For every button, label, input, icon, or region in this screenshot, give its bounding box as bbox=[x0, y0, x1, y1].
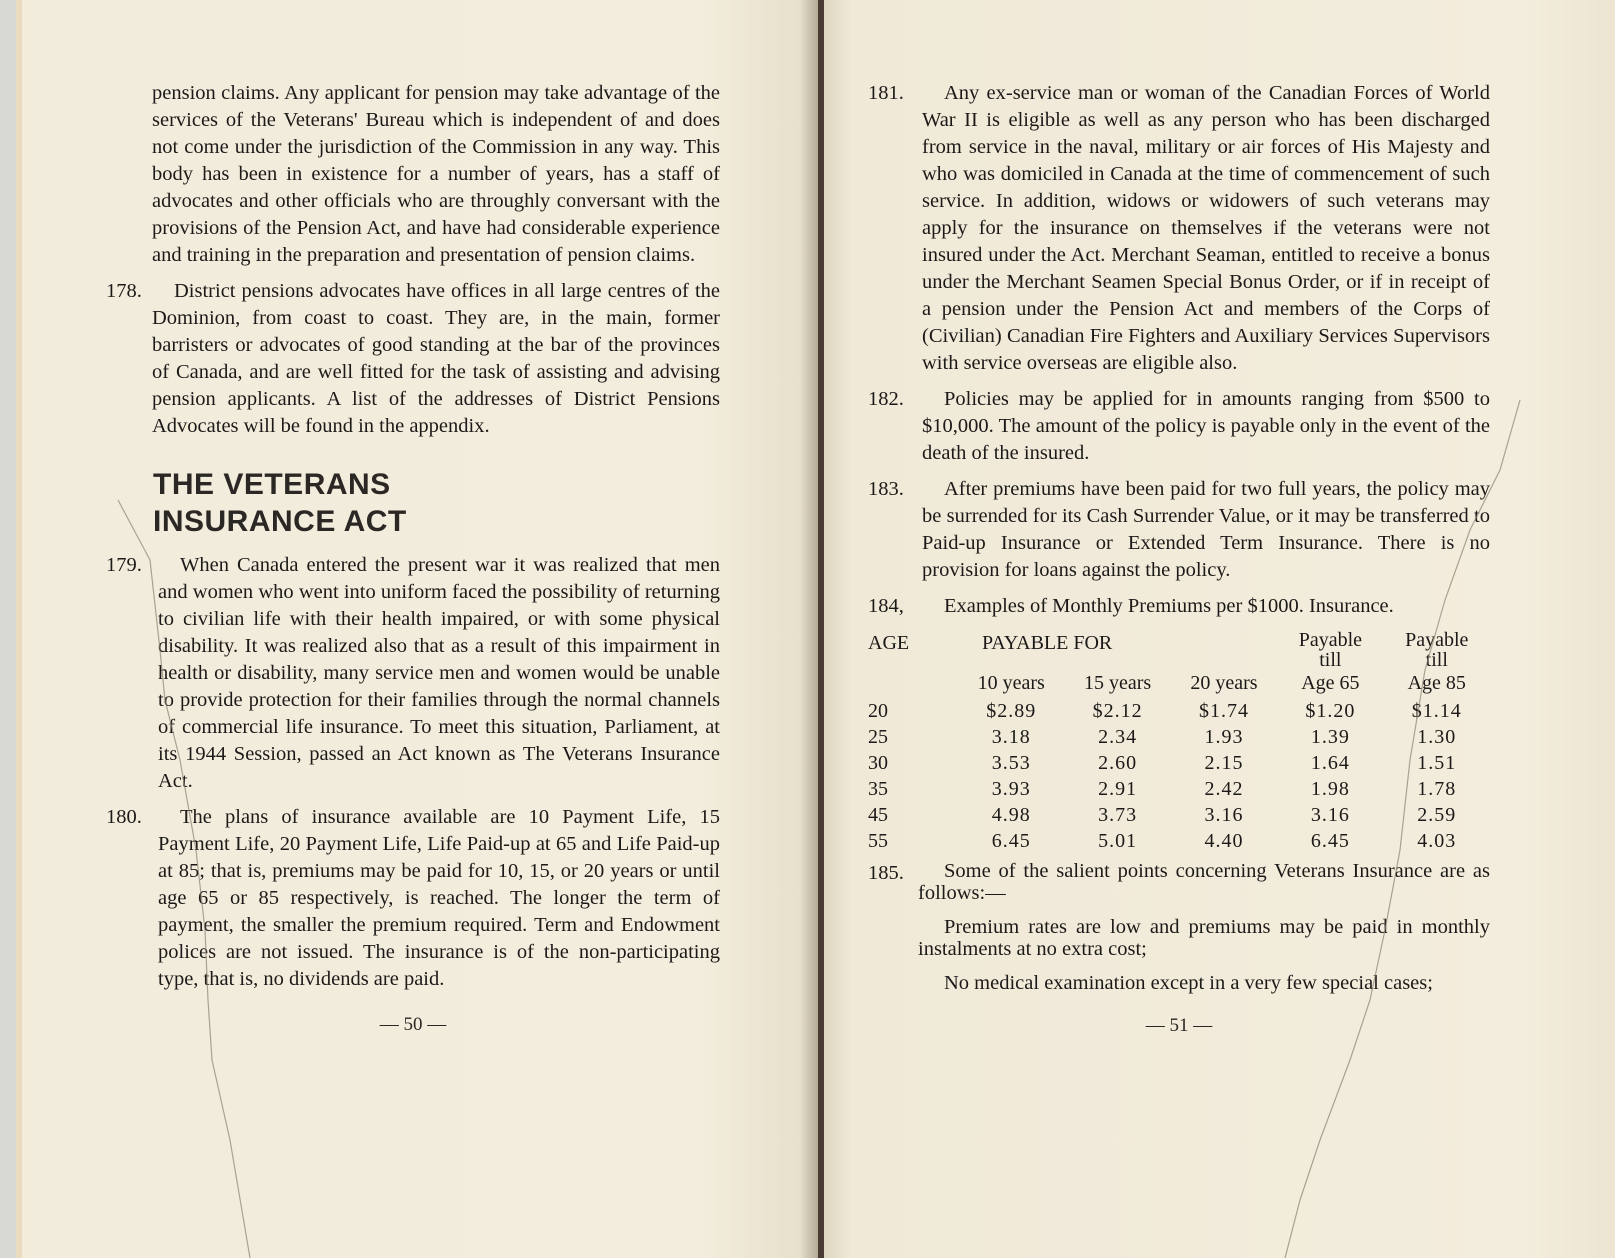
header-text: Payable bbox=[1405, 629, 1469, 651]
premium-cell: 2.42 bbox=[1204, 778, 1244, 800]
paragraph-number: 181. bbox=[868, 82, 904, 104]
paragraph-text: After premiums have been paid for two full years, the policy may be surrended for its Cash Surrender Value, or it may be transferred to Paid-up Insurance or Extended Term Insurance. There is no provision for loans against the policy. bbox=[922, 478, 1490, 581]
table-row bbox=[868, 698, 1490, 724]
premium-cell: $2.12 bbox=[1092, 700, 1143, 722]
paragraph-text: pension claims. Any applicant for pension may take advantage of the services of the Veterans' Bureau which is independent of and does not come under the jurisdiction of the Commission in any way. This body has been in existence for a number of years, has a staff of advocates and other officials who are throughly conversant with the provisions of the Pension Act, and have had considerable experience and training in the preparation and presentation of pension claims. bbox=[152, 82, 720, 266]
paragraph-184 bbox=[868, 593, 1490, 620]
salient-points bbox=[868, 860, 1490, 994]
premium-cell: 6.45 bbox=[991, 830, 1031, 852]
table-subheader-row bbox=[868, 670, 1490, 698]
paragraph-181 bbox=[868, 80, 1490, 377]
premium-cell: 3.73 bbox=[1098, 804, 1138, 826]
paragraph-text: Any ex-service man or woman of the Canadian Forces of World War II is eligible as well as any person who has been discharged from service in the naval, military or air forces of His Majesty and who was domiciled in Canada at the time of commencement of such service. In addition, widows or widowers of such veterans may apply for the insurance on themselves if the veterans were not insured under the Act. Merchant Seaman, entitled to receive a bonus under the Merchant Seamen Special Bonus Order, or if in receipt of a pension under the Pension Act and members of the Corps of (Civilian) Canadian Fire Fighters and Auxiliary Services Supervisors with service overseas are eligible also. bbox=[922, 82, 1490, 374]
premium-cell: 3.53 bbox=[991, 752, 1031, 774]
header-text: till bbox=[1425, 649, 1448, 671]
section-heading bbox=[153, 466, 720, 540]
page-edge bbox=[0, 0, 30, 1258]
header-payable-for: PAYABLE FOR bbox=[982, 632, 1113, 654]
list-item: No medical examination except in a very few special cases; bbox=[944, 972, 1433, 994]
premium-cell: 1.98 bbox=[1310, 778, 1350, 800]
table-row bbox=[868, 724, 1490, 750]
header-text: till bbox=[1319, 649, 1342, 671]
premium-cell: 3.18 bbox=[991, 726, 1031, 748]
age-cell: 55 bbox=[868, 830, 888, 852]
paragraph-text: The plans of insurance available are 10 Payment Life, 15 Payment Life, 20 Payment Life, Life Paid-up at 65 and Life Paid-up at 85; that is, premiums may be paid for 10, 15, or 20 years or until age 65 or 85 respectively, is reached. The longer the term of payment, the smaller the premium required. Term and Endowment polices are not issued. The insurance is of the non-participating type, that is, no dividends are paid. bbox=[158, 806, 720, 990]
premium-cell: $1.74 bbox=[1198, 700, 1249, 722]
premium-cell: 1.93 bbox=[1204, 726, 1244, 748]
premium-cell: 1.78 bbox=[1417, 778, 1457, 800]
paragraph-182 bbox=[868, 386, 1490, 467]
premium-cell: 1.51 bbox=[1417, 752, 1457, 774]
premium-cell: 2.91 bbox=[1098, 778, 1138, 800]
paragraph-number: 178. bbox=[106, 280, 142, 302]
premium-cell: 1.39 bbox=[1310, 726, 1350, 748]
age-cell: 30 bbox=[868, 752, 888, 774]
premium-table bbox=[868, 630, 1490, 854]
premium-cell: $2.89 bbox=[986, 700, 1037, 722]
list-item: Premium rates are low and premiums may be paid in monthly instalments at no extra cost; bbox=[918, 916, 1490, 960]
paragraph-180 bbox=[106, 804, 720, 993]
premium-cell: 3.93 bbox=[991, 778, 1031, 800]
paragraph-185 bbox=[868, 860, 1490, 904]
page-number: — 50 — bbox=[379, 1014, 447, 1035]
paragraph-number: 180. bbox=[106, 806, 142, 828]
table-row bbox=[868, 828, 1490, 854]
paragraph-text: Policies may be applied for in amounts ranging from $500 to $10,000. The amount of the policy is payable only in the event of the death of the insured. bbox=[922, 388, 1490, 464]
page-number: — 51 — bbox=[1145, 1015, 1213, 1036]
header-payable-till-65 bbox=[1277, 630, 1383, 670]
paragraph-text: District pensions advocates have offices in all large centres of the Dominion, from coast to coast. They are, in the main, former barristers or advocates of good standing at the bar of the provinces of Canada, and are well fitted for the task of assisting and advising pension applicants. A list of the addresses of District Pensions Advocates will be found in the appendix. bbox=[152, 280, 720, 437]
age-cell: 25 bbox=[868, 726, 888, 748]
premium-cell: 6.45 bbox=[1310, 830, 1350, 852]
premium-cell: 2.34 bbox=[1098, 726, 1138, 748]
paragraph-text: When Canada entered the present war it was realized that men and women who went into uniform faced the possibility of returning to civilian life with their health impaired, or with some physical disability. It was realized also that as a result of this impairment in health or disability, many service men and women would be unable to provide protection for their families through the normal channels of commercial life insurance. To meet this situation, Parliament, at its 1944 Session, passed an Act known as The Veterans Insurance Act. bbox=[158, 554, 720, 792]
premium-cell: 1.64 bbox=[1310, 752, 1350, 774]
premium-cell: 3.16 bbox=[1310, 804, 1350, 826]
paragraph-continuation bbox=[106, 80, 720, 269]
paragraph-179 bbox=[106, 552, 720, 795]
column-header: Age 65 bbox=[1301, 672, 1360, 694]
paragraph-number: 179. bbox=[106, 554, 142, 576]
column-header: 20 years bbox=[1190, 672, 1258, 694]
paragraph-number: 183. bbox=[868, 478, 904, 500]
premium-cell: 4.03 bbox=[1417, 830, 1457, 852]
table-header-row bbox=[868, 630, 1490, 670]
gutter-shadow bbox=[800, 0, 818, 1258]
column-header: Age 85 bbox=[1407, 672, 1466, 694]
column-header: 10 years bbox=[977, 672, 1045, 694]
table-row bbox=[868, 750, 1490, 776]
premium-cell: 1.30 bbox=[1417, 726, 1457, 748]
premium-cell: 5.01 bbox=[1098, 830, 1138, 852]
age-cell: 45 bbox=[868, 804, 888, 826]
book-gutter bbox=[818, 0, 824, 1258]
header-payable-till-85 bbox=[1384, 630, 1490, 670]
table-row bbox=[868, 802, 1490, 828]
paragraph-text: Some of the salient points concerning Veterans Insurance are as follows:— bbox=[918, 860, 1490, 904]
premium-cell: $1.14 bbox=[1411, 700, 1462, 722]
premium-cell: 2.60 bbox=[1098, 752, 1138, 774]
paragraph-text: Examples of Monthly Premiums per $1000. Insurance. bbox=[944, 595, 1394, 617]
premium-cell: 4.40 bbox=[1204, 830, 1244, 852]
paragraph-number: 184, bbox=[868, 595, 904, 617]
right-page-text bbox=[868, 80, 1490, 1039]
heading-line: THE VETERANS bbox=[153, 468, 391, 501]
paragraph-178 bbox=[106, 278, 720, 440]
header-age: AGE bbox=[868, 632, 910, 654]
paragraph-183 bbox=[868, 476, 1490, 584]
paragraph-number: 185. bbox=[868, 862, 904, 884]
premium-cell: 2.59 bbox=[1417, 804, 1457, 826]
paragraph-number: 182. bbox=[868, 388, 904, 410]
left-page-text bbox=[106, 80, 720, 1038]
premium-cell: 3.16 bbox=[1204, 804, 1244, 826]
header-text: Payable bbox=[1298, 629, 1363, 651]
age-cell: 35 bbox=[868, 778, 888, 800]
premium-cell: 2.15 bbox=[1204, 752, 1244, 774]
table-row bbox=[868, 776, 1490, 802]
column-header: 15 years bbox=[1083, 672, 1152, 694]
premium-cell: 4.98 bbox=[991, 804, 1031, 826]
age-cell: 20 bbox=[868, 700, 888, 722]
heading-line: INSURANCE ACT bbox=[153, 505, 407, 538]
premium-cell: $1.20 bbox=[1305, 700, 1356, 722]
